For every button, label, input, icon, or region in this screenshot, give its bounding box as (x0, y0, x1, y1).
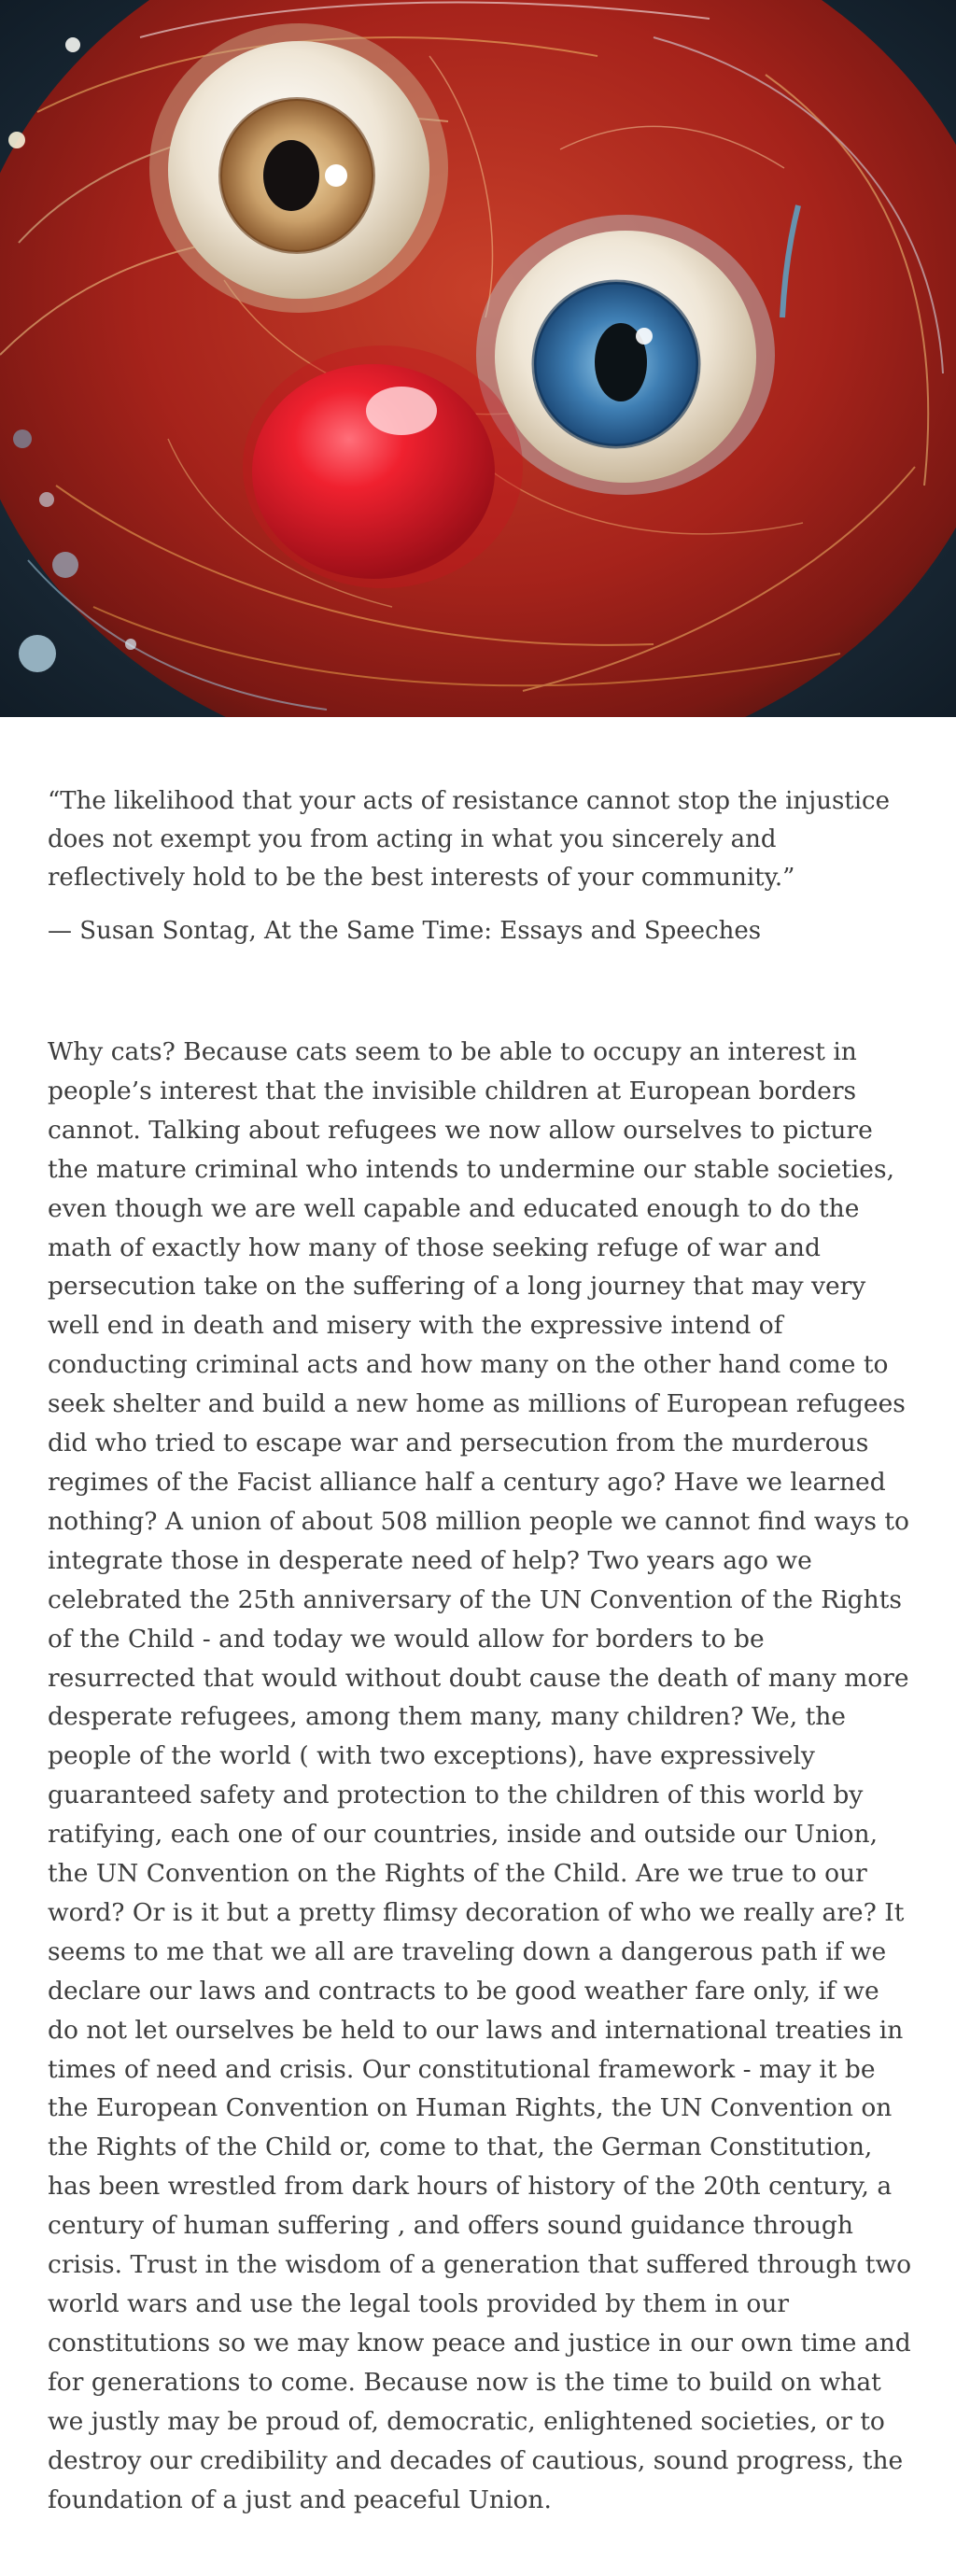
hero-image (0, 0, 956, 717)
essay-paragraph: Why cats? Because cats seem to be able to occupy an interest in people’s interest that the invisible children at European borders cannot. Talking about refugees we now allow ourselves to picture the mature criminal who intends to undermine our stable societies, even though we are well capable and educated enough to do the math of exactly how many of those seeking refuge of war and persecution take on the suffering of a long journey that may very well end in death and misery with the expressive intend of conducting criminal acts and how many on the other hand come to seek shelter and build a new home as millions of European refugees did who tried to escape war and persecution from the murderous regimes of the Facist alliance half a century ago? Have we learned nothing? A union of about 508 million people we cannot find ways to integrate those in desperate need of help? Two years ago we celebrated the 25th anniversary of the UN Convention of the Rights of the Child - and today we would allow for borders to be resurrected that would without doubt cause the death of many more desperate refugees, among them many, many children? We, the people of the world ( with two exceptions), have expressively guaranteed safety and protection to the children of this world by ratifying, each one of our countries, inside and outside our Union, the UN Convention on the Rights of the Child. Are we true to our word? Or is it but a pretty flimsy decoration of who we really are? It seems to me that we all are traveling down a dangerous path if we declare our laws and contracts to be good weather fare only, if we do not let ourselves be held to our laws and international treaties in times of need and crisis. Our constitutional framework - may it be the European Convention on Human Rights, the UN Convention on the Rights of the Child or, come to that, the German Constitution, has been wrestled from dark hours of history of the 20th century, a century of human suffering , and offers sound guidance through crisis. Trust in the wisdom of a generation that suffered through two world wars and use the legal tools provided by them in our constitutions so we may know peace and justice in our own time and for generations to come. Because now is the time to build on what we justly may be proud of, democratic, enlightened societies, or to destroy our credibility and decades of cautious, sound progress, the foundation of a just and peaceful Union. (48, 1037, 912, 2514)
article-body (48, 782, 916, 2519)
epigraph-quote: “The likelihood that your acts of resistance cannot stop the injustice does not exempt you from acting in what you sincerely and reflectively hold to be the best interests of your community.” (48, 787, 891, 892)
epigraph-attribution: — Susan Sontag, At the Same Time: Essays and Speeches (48, 917, 762, 945)
nose (243, 345, 523, 588)
cat-face-illustration (0, 0, 956, 717)
left-eye (149, 23, 448, 313)
